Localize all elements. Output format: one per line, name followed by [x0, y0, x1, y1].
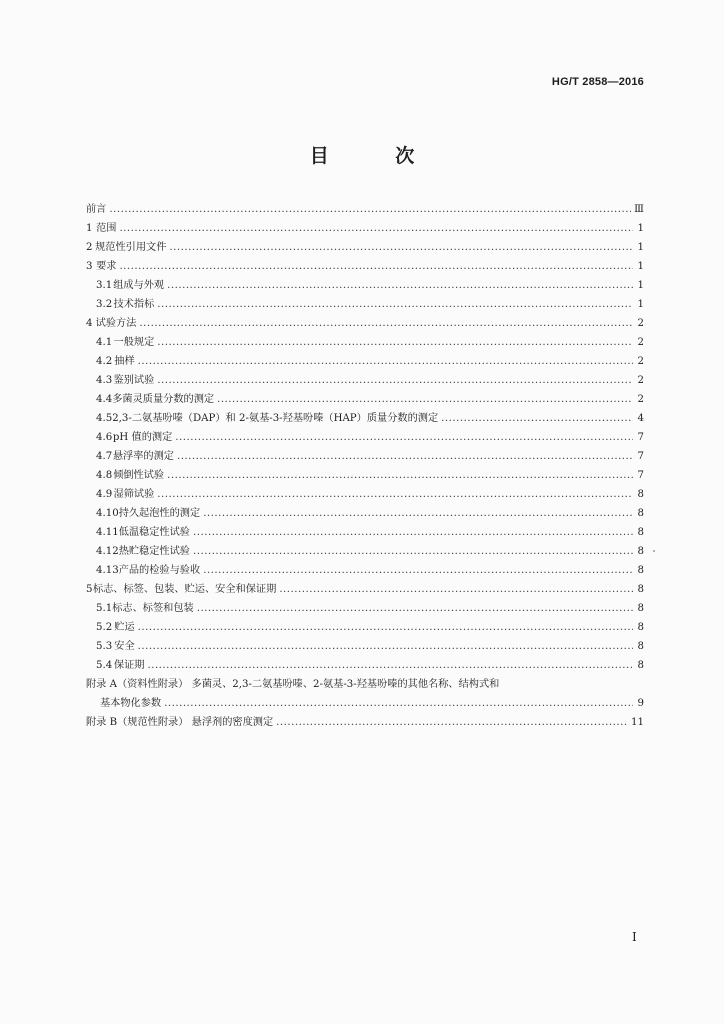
toc-entry[interactable]	[86, 542, 644, 561]
toc-entry-label: 鉴别试验	[113, 375, 155, 386]
toc-entry-page: 8	[637, 508, 644, 519]
toc-entry-label: 要求	[96, 261, 117, 272]
toc-entry-appendix-a-line2[interactable]	[86, 694, 644, 713]
toc-entry[interactable]	[86, 466, 644, 485]
toc-entry-number: 4.12	[96, 546, 119, 557]
dot-leader	[157, 333, 633, 352]
toc-entry-label: 保证期	[113, 660, 145, 671]
toc-entry[interactable]	[86, 561, 644, 580]
toc-entry-number: 3.1	[96, 280, 113, 291]
toc-entry-number: 4.2	[96, 356, 113, 367]
toc-entry-label: 范围	[96, 223, 117, 234]
toc-entry-label: 湿筛试验	[113, 489, 155, 500]
dot-leader	[441, 409, 633, 428]
toc-entry-page: 2	[637, 318, 644, 329]
dot-leader	[197, 599, 633, 618]
toc-entry-page: 11	[631, 717, 644, 728]
page-number: Ⅰ	[632, 930, 637, 944]
toc-entry-page: 8	[637, 603, 644, 614]
toc-entry-label: 标志、标签和包装	[112, 603, 194, 614]
toc-entry-page: 1	[637, 299, 644, 310]
toc-entry-label: 产品的检验与验收	[118, 565, 201, 576]
toc-entry-label: 试验方法	[95, 318, 137, 329]
dot-leader	[157, 485, 633, 504]
toc-entry[interactable]	[86, 599, 644, 618]
toc-entry-number: 4.3	[96, 375, 113, 386]
toc-entry-number: 4.10	[96, 508, 119, 519]
toc-entry[interactable]	[86, 523, 644, 542]
toc-entry[interactable]	[86, 276, 644, 295]
toc-entry-page: 9	[637, 698, 644, 709]
dot-leader	[217, 390, 633, 409]
toc-entry-label: 抽样	[114, 356, 135, 367]
dot-leader	[177, 447, 633, 466]
toc-entry-page: 2	[637, 394, 644, 405]
toc-entry-label: 热贮稳定性试验	[118, 546, 190, 557]
toc-entry-label: 附录 B（规范性附录） 悬浮剂的密度测定	[86, 717, 274, 728]
toc-entry-page: 8	[637, 584, 644, 595]
toc-entry-number: 5	[86, 584, 93, 595]
toc-entry-page: 2	[637, 337, 644, 348]
toc-entry[interactable]	[86, 295, 644, 314]
table-of-contents	[86, 200, 644, 732]
toc-entry-page: 8	[637, 565, 644, 576]
toc-entry[interactable]	[86, 200, 644, 219]
toc-entry[interactable]	[86, 637, 644, 656]
page-title: 目 次	[309, 145, 445, 167]
toc-entry[interactable]	[86, 371, 644, 390]
toc-entry[interactable]	[86, 618, 644, 637]
toc-entry[interactable]	[86, 447, 644, 466]
toc-entry-page: Ⅲ	[634, 204, 644, 215]
toc-entry[interactable]	[86, 390, 644, 409]
dot-leader	[119, 219, 633, 238]
toc-entry-page: 7	[637, 470, 644, 481]
dot-leader	[203, 561, 633, 580]
standard-code: HG/T 2858—2016	[551, 76, 644, 88]
toc-entry[interactable]	[86, 314, 644, 333]
toc-entry-page: 1	[637, 280, 644, 291]
toc-entry-label: pH 值的测定	[112, 432, 173, 443]
dot-leader	[119, 257, 633, 276]
dot-leader	[157, 371, 633, 390]
toc-entry-page: 8	[637, 546, 644, 557]
toc-entry-page: 8	[637, 660, 644, 671]
toc-entry-number: 5.4	[96, 660, 113, 671]
dot-leader	[169, 238, 633, 257]
dot-leader	[279, 580, 633, 599]
toc-entry-label: 悬浮率的测定	[112, 451, 174, 462]
toc-entry[interactable]	[86, 333, 644, 352]
toc-entry-page: 7	[637, 432, 644, 443]
toc-entry-page: 8	[637, 527, 644, 538]
dot-leader	[109, 200, 631, 219]
toc-entry-page: 8	[637, 489, 644, 500]
dot-leader	[203, 504, 633, 523]
dot-leader	[147, 656, 633, 675]
dot-leader	[157, 295, 633, 314]
scan-speck	[653, 550, 655, 552]
toc-entry-number: 4.4	[96, 394, 113, 405]
toc-entry-label: 前言	[86, 204, 107, 215]
toc-entry-number: 5.3	[96, 641, 113, 652]
toc-entry[interactable]	[86, 580, 644, 599]
dot-leader	[167, 276, 633, 295]
toc-entry-number: 5.2	[96, 622, 113, 633]
dot-leader	[193, 542, 633, 561]
toc-entry[interactable]	[86, 485, 644, 504]
toc-entry[interactable]	[86, 352, 644, 371]
toc-entry-page: 1	[637, 223, 644, 234]
toc-entry-label: 技术指标	[113, 299, 155, 310]
toc-entry-number: 2	[86, 242, 93, 253]
toc-entry-number: 4.9	[96, 489, 113, 500]
toc-entry-page: 1	[637, 261, 644, 272]
toc-entry-label: 组成与外观	[113, 280, 165, 291]
dot-leader	[138, 637, 633, 656]
toc-entry-appendix-b[interactable]	[86, 713, 644, 732]
toc-entry-page: 7	[637, 451, 644, 462]
toc-entry-number: 4	[86, 318, 93, 329]
toc-entry-number: 4.5	[96, 413, 113, 424]
toc-entry[interactable]	[86, 504, 644, 523]
toc-entry-label: 贮运	[114, 622, 135, 633]
toc-entry-number: 4.8	[96, 470, 113, 481]
toc-entry-number: 4.1	[96, 337, 113, 348]
toc-entry-page: 4	[637, 413, 644, 424]
toc-entry-number: 4.7	[96, 451, 113, 462]
toc-entry-page: 8	[637, 641, 644, 652]
dot-leader	[139, 314, 633, 333]
toc-entry-label: 低温稳定性试验	[118, 527, 190, 538]
toc-entry-label: 安全	[114, 641, 135, 652]
toc-entry-label: 附录 A（资料性附录） 多菌灵、2,3-二氨基吩嗪、2-氨基-3-羟基吩嗪的其他名称、结构式和	[86, 679, 500, 690]
toc-entry[interactable]	[86, 219, 644, 238]
dot-leader	[193, 523, 633, 542]
toc-entry-number: 3.2	[96, 299, 113, 310]
toc-entry-number: 4.13	[96, 565, 119, 576]
toc-entry-page: 1	[637, 242, 644, 253]
toc-entry[interactable]	[86, 428, 644, 447]
toc-entry[interactable]	[86, 257, 644, 276]
toc-entry-number: 4.6	[96, 432, 113, 443]
toc-entry[interactable]	[86, 656, 644, 675]
toc-entry-appendix-a-line1[interactable]	[86, 675, 644, 694]
toc-entry-label: 持久起泡性的测定	[118, 508, 201, 519]
toc-entry-number: 3	[86, 261, 93, 272]
toc-entry[interactable]	[86, 409, 644, 428]
toc-entry-label: 多菌灵质量分数的测定	[112, 394, 215, 405]
toc-entry[interactable]	[86, 238, 644, 257]
dot-leader	[175, 428, 633, 447]
dot-leader	[138, 618, 633, 637]
toc-entry-label: 基本物化参数	[100, 698, 162, 709]
toc-entry-label: 2,3-二氨基吩嗪（DAP）和 2-氨基-3-羟基吩嗪（HAP）质量分数的测定	[112, 413, 439, 424]
dot-leader	[164, 694, 633, 713]
toc-entry-number: 5.1	[96, 603, 113, 614]
dot-leader	[167, 466, 633, 485]
toc-entry-label: 规范性引用文件	[95, 242, 167, 253]
toc-entry-number: 1	[86, 223, 93, 234]
toc-entry-page: 2	[637, 356, 644, 367]
dot-leader	[138, 352, 633, 371]
toc-entry-number: 4.11	[96, 527, 119, 538]
dot-leader	[276, 713, 628, 732]
toc-entry-label: 一般规定	[113, 337, 155, 348]
toc-entry-label: 标志、标签、包装、贮运、安全和保证期	[92, 584, 277, 595]
toc-entry-page: 8	[637, 622, 644, 633]
toc-entry-page: 2	[637, 375, 644, 386]
toc-entry-label: 倾倒性试验	[113, 470, 165, 481]
